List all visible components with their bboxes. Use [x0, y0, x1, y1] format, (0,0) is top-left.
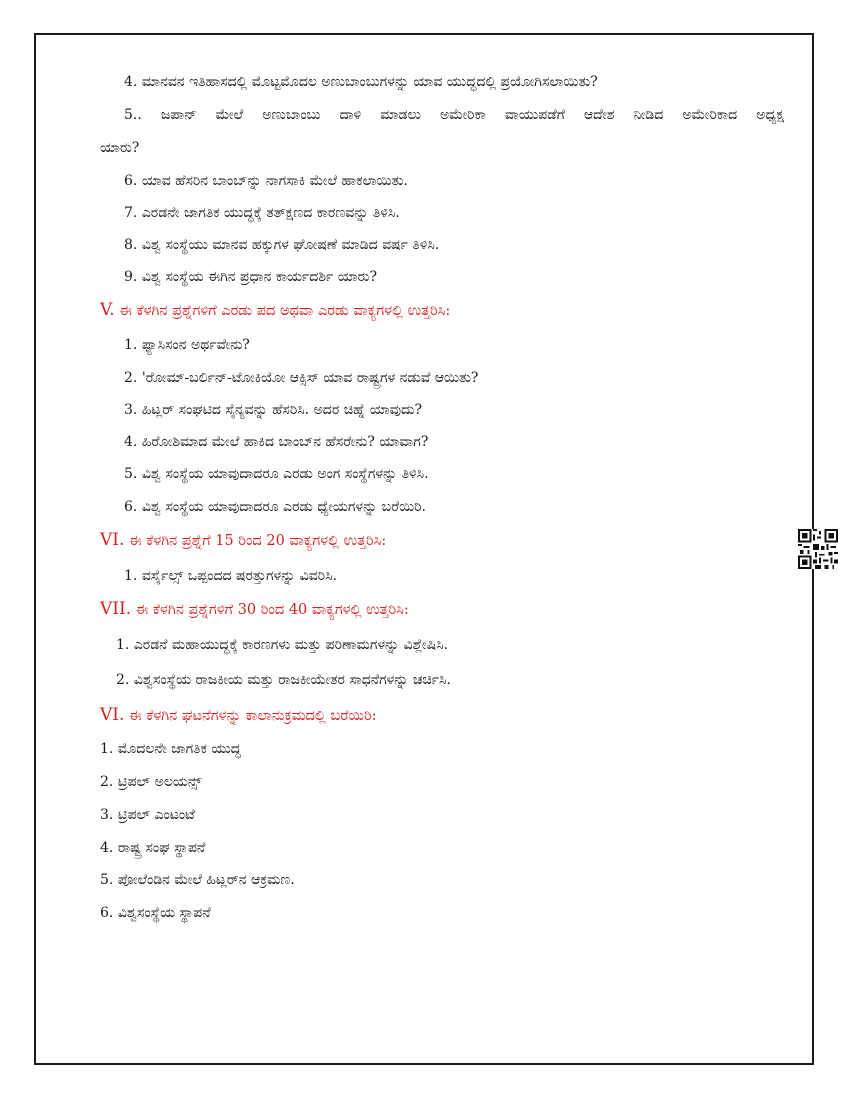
question-v-5: 5. ವಿಶ್ವ ಸಂಸ್ಥೆಯ ಯಾವುದಾದರೂ ಎರಡು ಅಂಗ ಸಂಸ್ಥೆಗಳನ್ನು ತಿಳಿಸಿ.: [124, 466, 429, 482]
chronology-item-1: 1. ಮೊದಲನೇ ಜಾಗತಿಕ ಯುದ್ಧ: [100, 741, 241, 757]
question-v-3: 3. ಹಿಟ್ಲರ್ ಸಂಘಟಿದ ಸೈನ್ಯವನ್ನು ಹೆಸರಿಸಿ. ಅದರ ಚಿಹ್ನೆ ಯಾವುದು?: [124, 402, 423, 418]
question-v-2: 2. 'ರೋಮ್-ಬರ್ಲಿನ್-ಟೋಕಿಯೋ ಆಕ್ಸಿಸ್ ಯಾವ ರಾಷ್ಟ್ರಗಳ ನಡುವೆ ಆಯಿತು?: [124, 370, 479, 386]
chronology-item-4: 4. ರಾಷ್ಟ್ರ ಸಂಘ ಸ್ಥಾಪನೆ: [100, 840, 206, 856]
chronology-item-2: 2. ಟ್ರಿಪಲ್ ಅಲಯನ್ಸ್: [100, 774, 202, 790]
chronology-item-6: 6. ವಿಶ್ವಸಂಸ್ಥೆಯ ಸ್ಥಾಪನೆ: [100, 905, 211, 921]
question-iv-4: 4. ಮಾನವನ ಇತಿಹಾಸದಲ್ಲಿ ಮೊಟ್ಟಮೊದಲ ಅಣುಬಾಂಬುಗಳನ್ನು ಯಾವ ಯುದ್ಧದಲ್ಲಿ ಪ್ರಯೋಗಿಸಲಾಯಿತು?: [124, 74, 598, 90]
question-iv-6: 6. ಯಾವ ಹೆಸರಿನ ಬಾಂಬ್‌ನ್ನು ನಾಗಸಾಕಿ ಮೇಲೆ ಹಾಕಲಾಯಿತು.: [124, 173, 408, 189]
question-iv-8: 8. ವಿಶ್ವ ಸಂಸ್ಥೆಯು ಮಾನವ ಹಕ್ಕುಗಳ ಘೋಷಣೆ ಮಾಡಿದ ವರ್ಷ ತಿಳಿಸಿ.: [124, 237, 440, 253]
question-vii-2: 2. ವಿಶ್ವಸಂಸ್ಥೆಯ ರಾಜಕೀಯ ಮತ್ತು ರಾಜಕೀಯೇತರ ಸಾಧನೆಗಳನ್ನು ಚರ್ಚಿಸಿ.: [116, 672, 451, 688]
section-v-heading: V. ಈ ಕೆಳಗಿನ ಪ್ರಶ್ನೆಗಳಿಗೆ ಎರಡು ಪದ ಅಥವಾ ಎರಡು ವಾಕ್ಯಗಳಲ್ಲಿ ಉತ್ತರಿಸಿ:: [100, 300, 451, 320]
question-vii-1: 1. ಎರಡನೆ ಮಹಾಯುದ್ಧಕ್ಕೆ ಕಾರಣಗಳು ಮತ್ತು ಪರಿಣಾಮಗಳನ್ನು ವಿಶ್ಲೇಷಿಸಿ.: [116, 637, 448, 653]
question-iv-7: 7. ಎರಡನೇ ಜಾಗತಿಕ ಯುದ್ಧಕ್ಕೆ ತತ್‌ಕ್ಷಣದ ಕಾರಣವನ್ನು ತಿಳಿಸಿ.: [124, 205, 400, 221]
chronology-item-3: 3. ಟ್ರಿಪಲ್ ಎಂಟಂಟೆ: [100, 807, 195, 823]
qr-code-icon[interactable]: [798, 529, 838, 569]
question-vi-1: 1. ವರ್ಸೈಲ್ಸ್ ಒಪ್ಪಂದದ ಷರತ್ತುಗಳನ್ನು ವಿವರಿಸಿ.: [124, 568, 338, 584]
question-iv-9: 9. ವಿಶ್ವ ಸಂಸ್ಥೆಯ ಈಗಿನ ಪ್ರಧಾನ ಕಾರ್ಯದರ್ಶಿ ಯಾರು?: [124, 269, 378, 285]
section-vi-chronology-heading: VI. ಈ ಕೆಳಗಿನ ಘಟನೆಗಳನ್ನು ಕಾಲಾನುಕ್ರಮದಲ್ಲಿ ಬರೆಯಿರಿ:: [100, 705, 377, 725]
section-vii-heading: VII. ಈ ಕೆಳಗಿನ ಪ್ರಶ್ನೆಗಳಿಗೆ 30 ರಿಂದ 40 ವಾಕ್ಯಗಳಲ್ಲಿ ಉತ್ತರಿಸಿ:: [100, 599, 409, 619]
question-iv-5-continuation: ಯಾರು?: [100, 140, 140, 156]
question-iv-5: 5.. ಜಪಾನ್ ಮೇಲೆ ಅಣುಬಾಂಬು ದಾಳಿ ಮಾಡಲು ಅಮೇರಿಕಾ ವಾಯುಪಡೆಗೆ ಆದೇಶ ನೀಡಿದ ಅಮೇರಿಕಾದ ಅಧ್ಯಕ್ಷ: [124, 107, 785, 123]
question-v-1: 1. ಫ್ಯಾಸಿಸಂನ ಅರ್ಥವೇನು?: [124, 337, 250, 353]
question-v-4: 4. ಹಿರೋಶಿಮಾದ ಮೇಲೆ ಹಾಕಿದ ಬಾಂಬ್‌ನ ಹೆಸರೇನು? ಯಾವಾಗ?: [124, 434, 429, 450]
question-v-6: 6. ವಿಶ್ವ ಸಂಸ್ಥೆಯ ಯಾವುದಾದರೂ ಎರಡು ಧ್ಯೇಯಗಳನ್ನು ಬರೆಯಿರಿ.: [124, 499, 426, 515]
chronology-item-5: 5. ಪೋಲೆಂಡಿನ ಮೇಲೆ ಹಿಟ್ಲರ್‌ನ ಆಕ್ರಮಣ.: [100, 872, 295, 888]
section-vi-heading: VI. ಈ ಕೆಳಗಿನ ಪ್ರಶ್ನೆಗೆ 15 ರಿಂದ 20 ವಾಕ್ಯಗಳಲ್ಲಿ ಉತ್ತರಿಸಿ:: [100, 530, 387, 550]
